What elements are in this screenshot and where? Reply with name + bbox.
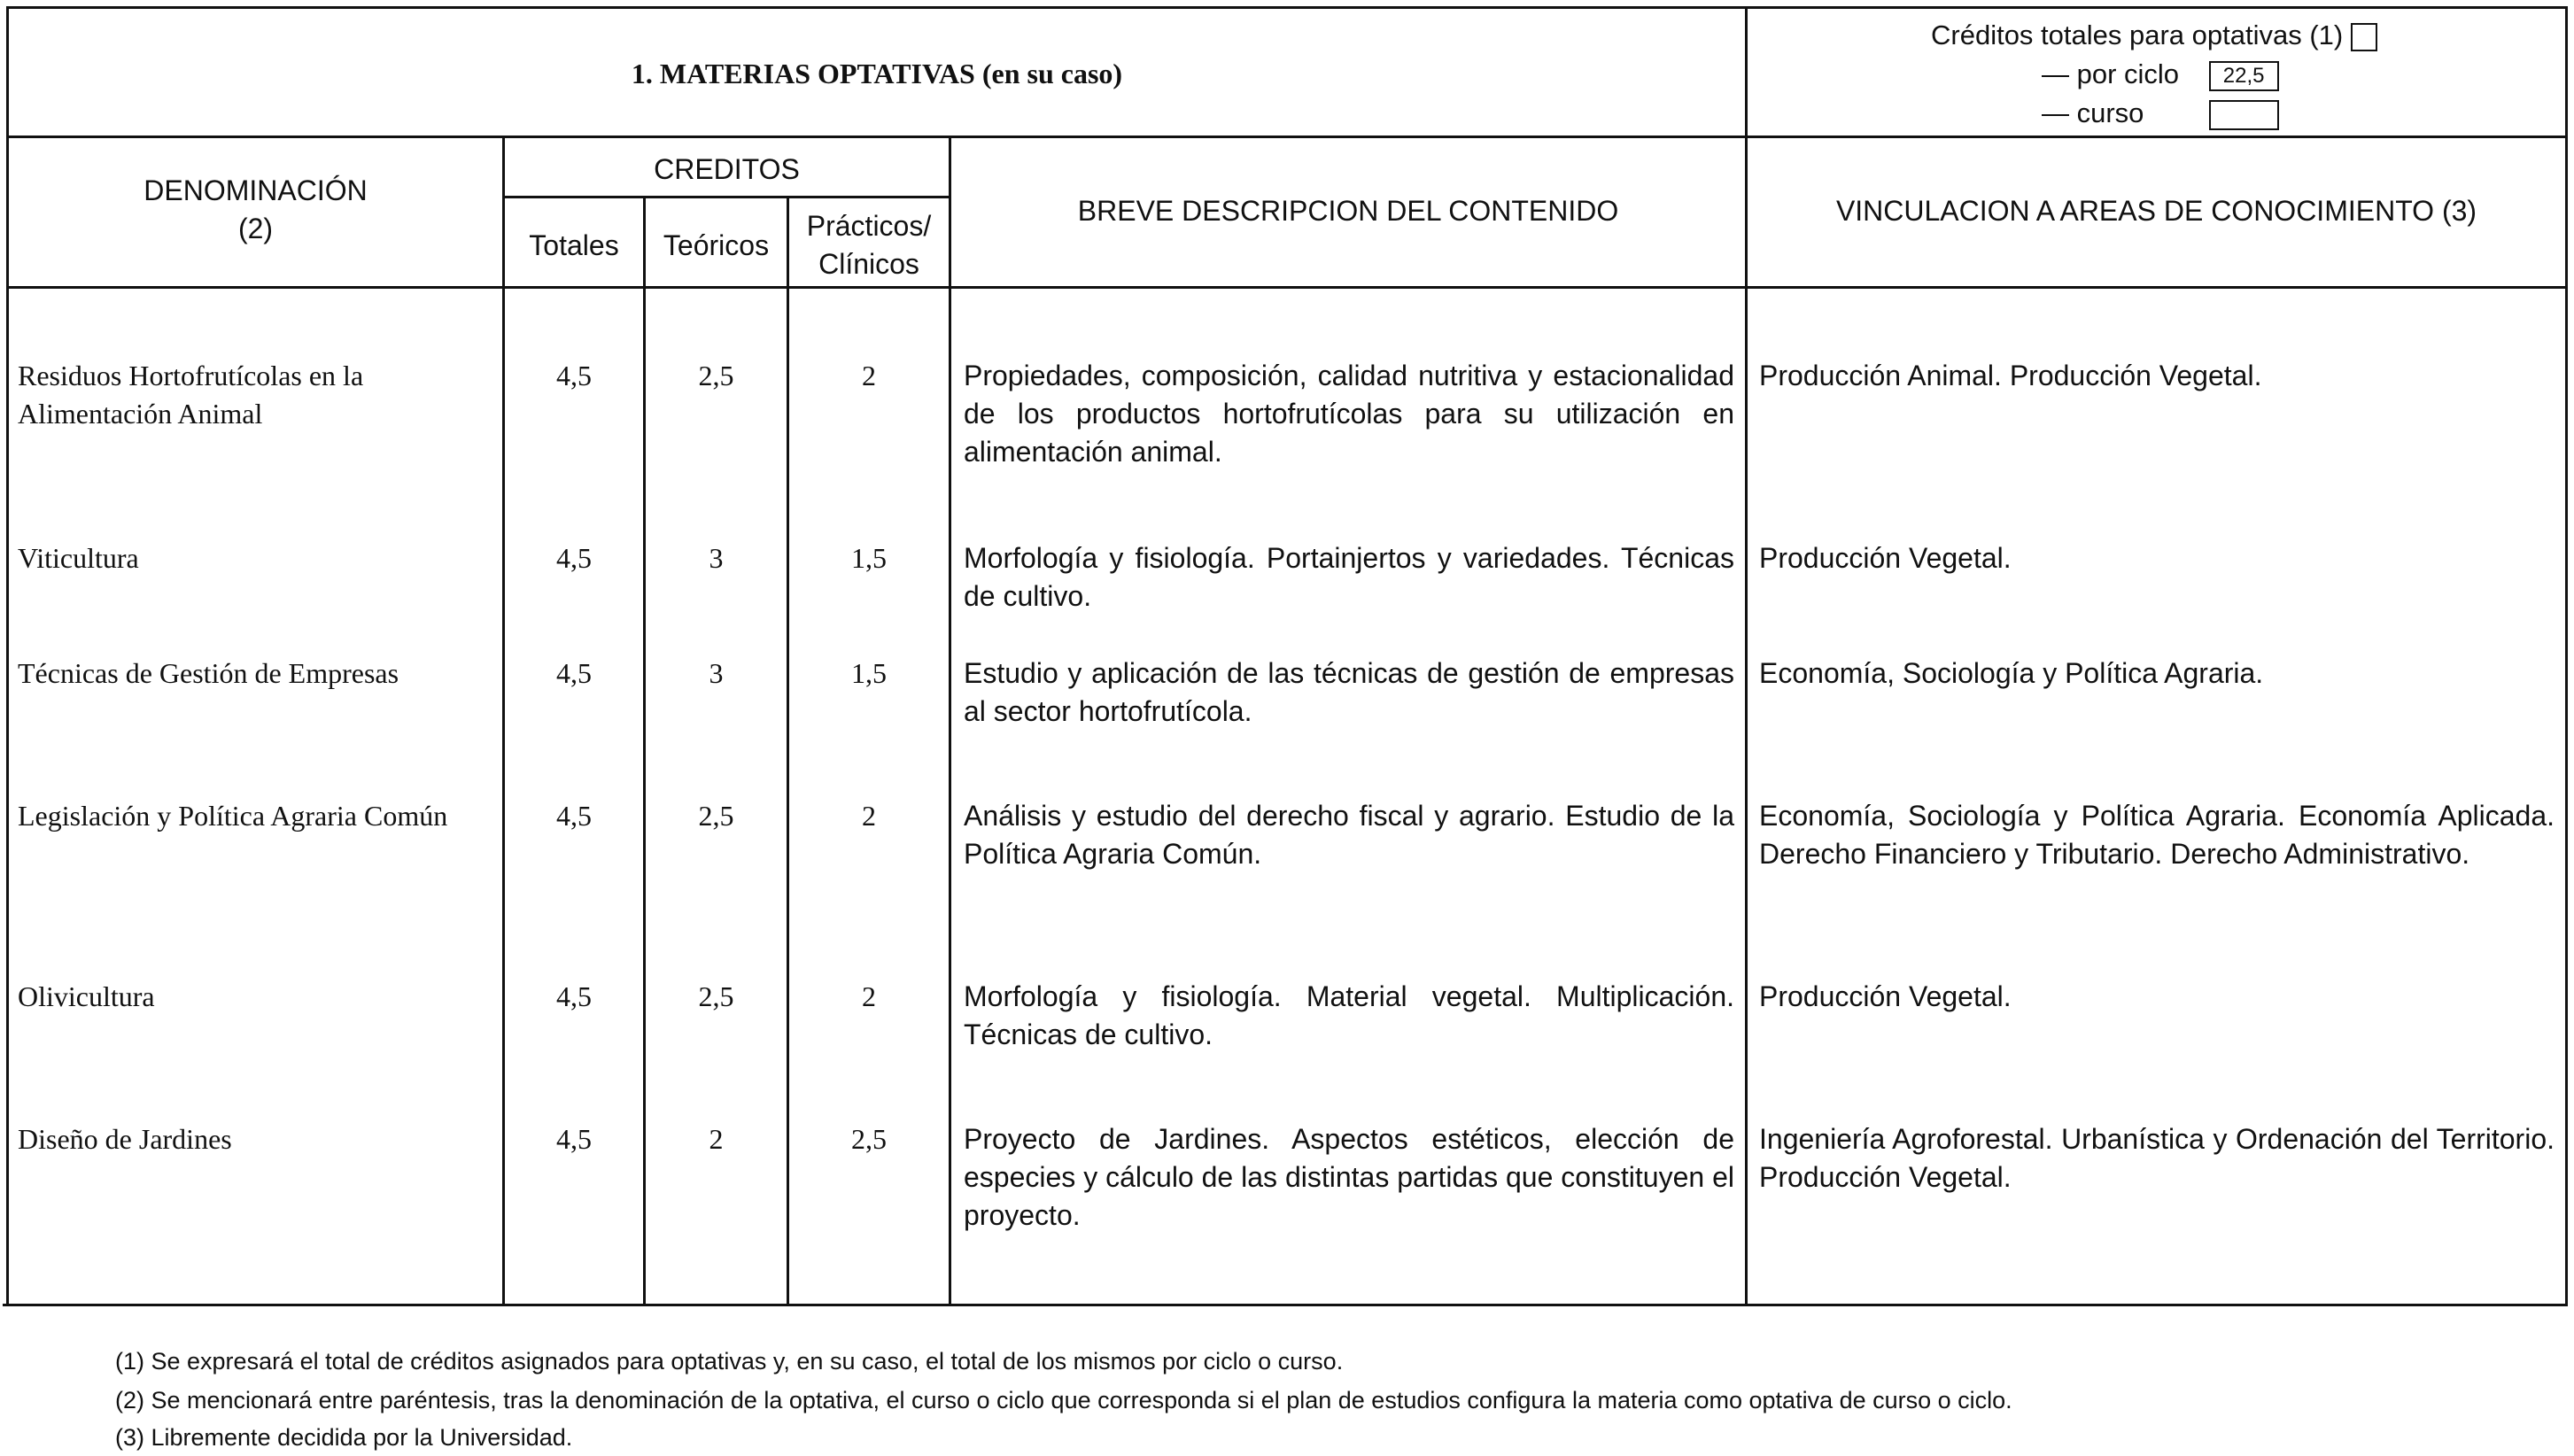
- table-border-bottom: [3, 1304, 2568, 1306]
- row-practicos: 2,5: [851, 1123, 887, 1155]
- row-practicos: 1,5: [851, 657, 887, 689]
- row-name: Viticultura: [18, 542, 139, 574]
- per-course-label: — curso: [2042, 97, 2144, 128]
- row-totales: 4,5: [556, 1123, 592, 1155]
- row-totales: 4,5: [556, 800, 592, 832]
- row-teoricos: 2,5: [698, 800, 734, 832]
- row-teoricos: 3: [709, 542, 724, 574]
- col-teoricos: Teóricos: [663, 229, 770, 261]
- row-areas: Producción Animal. Producción Vegetal.: [1759, 360, 2262, 391]
- row-practicos: 2: [862, 360, 876, 391]
- section-title: [9, 55, 1745, 93]
- row-areas: Producción Vegetal.: [1759, 542, 2012, 574]
- row-practicos: 1,5: [851, 542, 887, 574]
- col-practicos: [789, 207, 949, 283]
- row-descripcion: Morfología y fisiología. Material vegetal. Multiplicación. Técnicas de cultivo.: [964, 980, 1734, 1050]
- row-descripcion: Morfología y fisiología. Portainjertos y variedades. Técnicas de cultivo.: [964, 542, 1734, 612]
- row-descripcion: Proyecto de Jardines. Aspectos estéticos, elección de especies y cálculo de las distintas partidas que constituyen el proyecto.: [964, 1123, 1734, 1231]
- row-totales: 4,5: [556, 360, 592, 391]
- table-divider: [6, 286, 2568, 289]
- col-practicos-label: Prácticos/: [806, 210, 932, 242]
- row-areas: Economía, Sociología y Política Agraria.: [1759, 657, 2264, 689]
- row-totales: 4,5: [556, 980, 592, 1012]
- table-divider: [949, 136, 951, 1306]
- col-denominacion: [9, 172, 502, 248]
- row-totales: 4,5: [556, 542, 592, 574]
- per-course-box: [2209, 100, 2279, 130]
- col-denominacion-note: (2): [237, 213, 274, 244]
- row-areas: Economía, Sociología y Política Agraria. Economía Aplicada. Derecho Financiero y Tributario. Derecho Administrativo.: [1759, 800, 2555, 870]
- row-practicos: 2: [862, 800, 876, 832]
- row-descripcion: Estudio y aplicación de las técnicas de gestión de empresas al sector hortofrutícola.: [964, 657, 1734, 727]
- row-name: Técnicas de Gestión de Empresas: [18, 657, 399, 689]
- col-creditos: CREDITOS: [654, 153, 800, 185]
- table-border-right: [2565, 6, 2568, 1306]
- row-teoricos: 2,5: [698, 980, 734, 1012]
- row-name: Diseño de Jardines: [18, 1123, 232, 1155]
- col-descripcion: BREVE DESCRIPCION DEL CONTENIDO: [1077, 195, 1619, 227]
- row-teoricos: 2: [709, 1123, 724, 1155]
- table-border-top: [6, 6, 2568, 9]
- col-vinculacion: VINCULACION A AREAS DE CONOCIMIENTO (3): [1835, 195, 2477, 227]
- row-name: Olivicultura: [18, 980, 155, 1012]
- row-totales: 4,5: [556, 657, 592, 689]
- footnote-3: (3) Libremente decidida por la Universidad.: [115, 1424, 573, 1451]
- col-denominacion-label: DENOMINACIÓN: [143, 174, 368, 206]
- title-text: 1. MATERIAS OPTATIVAS: [631, 58, 975, 89]
- footnote-2: (2) Se mencionará entre paréntesis, tras la denominación de la optativa, el curso o ciclo que corresponda si el plan de estudios configura la materia como optativa de curso o ciclo.: [115, 1387, 2012, 1413]
- credits-total-box: [2351, 23, 2377, 51]
- col-totales: Totales: [529, 229, 619, 261]
- credits-summary: [1749, 16, 2564, 133]
- row-teoricos: 2,5: [698, 360, 734, 391]
- footnote-1: (1) Se expresará el total de créditos asignados para optativas y, en su caso, el total de los mismos por ciclo o curso.: [115, 1348, 1344, 1375]
- row-descripcion: Análisis y estudio del derecho fiscal y agrario. Estudio de la Política Agraria Común.: [964, 800, 1734, 870]
- row-teoricos: 3: [709, 657, 724, 689]
- col-clinicos-label: Clínicos: [818, 248, 919, 280]
- row-areas: Ingeniería Agroforestal. Urbanística y Ordenación del Territorio. Producción Vegetal.: [1759, 1123, 2555, 1193]
- row-descripcion: Propiedades, composición, calidad nutritiva y estacionalidad de los productos hortofrutícolas para su utilización en alimentación animal.: [964, 360, 1734, 468]
- table-divider: [6, 136, 2568, 138]
- title-suffix: (en su caso): [981, 58, 1123, 89]
- row-name: Residuos Hortofrutícolas en la Alimentación Animal: [18, 360, 364, 430]
- per-cycle-box: 22,5: [2209, 61, 2279, 91]
- per-cycle-label: — por ciclo: [2042, 58, 2180, 89]
- table-divider: [502, 196, 949, 198]
- row-areas: Producción Vegetal.: [1759, 980, 2012, 1012]
- row-name: Legislación y Política Agraria Común: [18, 800, 448, 832]
- row-practicos: 2: [862, 980, 876, 1012]
- credits-total-label: Créditos totales para optativas (1): [1931, 19, 2344, 50]
